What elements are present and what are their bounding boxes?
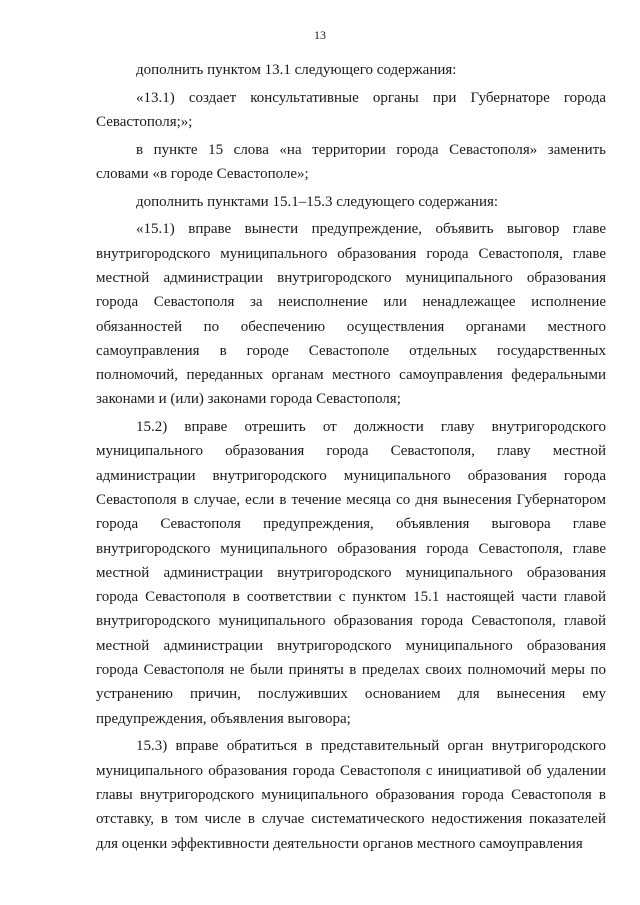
page-number: 13 [314, 28, 326, 42]
paragraph-amend-15: в пункте 15 слова «на территории города Севастополя» заменить словами «в городе Севастополе»; [96, 141, 606, 182]
paragraph-item-15-2: 15.2) вправе отрешить от должности главу внутригородского муниципального образования города Севастополя, главу местной администрации внутригородского муниципального образования города Севастополя в случае, если в течение месяца со дня вынесения Губернатором города Севастополя предупреждения, объявления выговора главе внутригородского муниципального образования города Севастополя, главе местной администрации внутригородского муниципального образования города Севастополя в соответствии с пунктом 15.1 настоящей части главой внутригородского муниципального образования города Севастополя, главой местной администрации внутригородского муниципального образования города Севастополя не были приняты в пределах своих полномочий меры по устранению причин, послуживших основанием для вынесения ему предупреждения, объявления выговора; [96, 419, 606, 727]
paragraph-item-15-3: 15.3) вправе обратиться в представительный орган внутригородского муниципального образования города Севастополя с инициативой об удалении главы внутригородского муниципального образования города Севастополя в отставку, в том числе в случае систематического недостижения показателей для оценки эффективности деятельности органов местного самоуправления [96, 738, 606, 852]
paragraph-add-13-1: дополнить пунктом 13.1 следующего содержания: [136, 62, 457, 78]
paragraph-add-15-1-15-3: дополнить пунктами 15.1–15.3 следующего содержания: [136, 193, 499, 210]
paragraph-item-13-1: «13.1) создает консультативные органы при Губернаторе города Севастополя;»; [96, 89, 606, 130]
paragraph-item-15-1: «15.1) вправе вынести предупреждение, объявить выговор главе внутригородского муниципального образования города Севастополя, главе местной администрации внутригородского муниципального образования города Севастополя за неисполнение или ненадлежащее исполнение обязанностей по обеспечению осуществления органами местного самоуправления в городе Севастополе отдельных государственных полномочий, переданных органам местного самоуправления федеральными законами и (или) законами города Севастополя; [96, 221, 606, 408]
document-body [96, 58, 606, 859]
